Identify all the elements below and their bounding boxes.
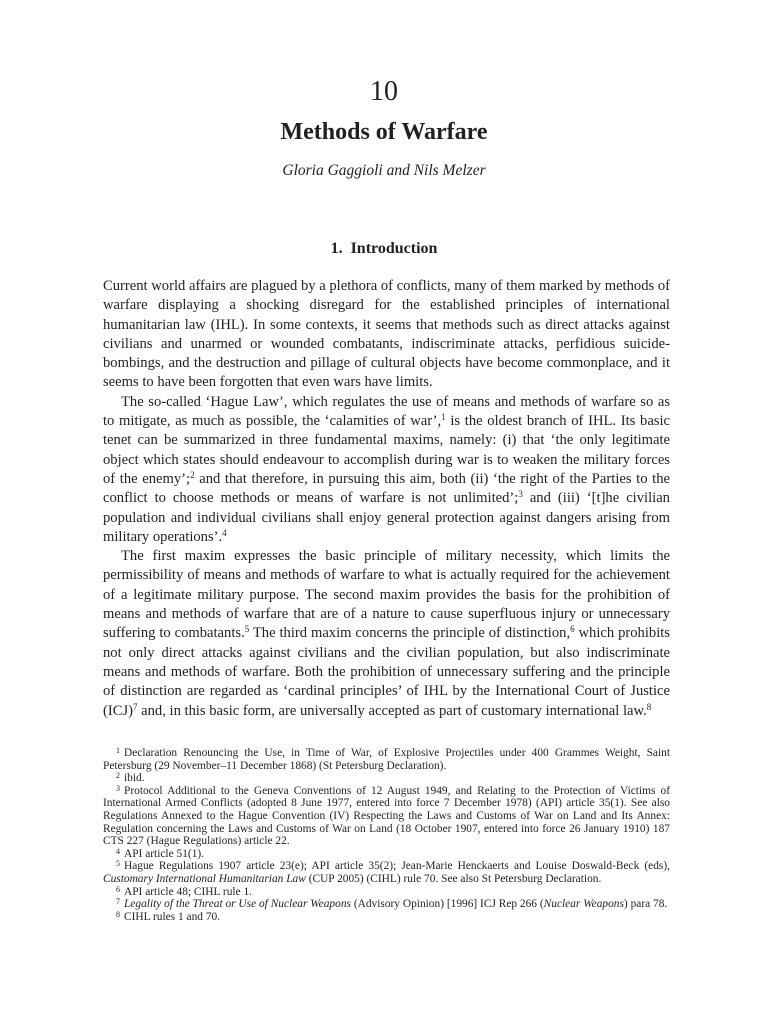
footnote-6 [103, 886, 670, 899]
footnote-italic-title: Customary International Humanitarian Law [103, 872, 306, 885]
footnote-text: API article 48; CIHL rule 1. [124, 885, 253, 898]
paragraph-3 [103, 547, 670, 721]
chapter-title: Methods of Warfare [280, 119, 488, 145]
footnote-ref-8[interactable]: 8 [646, 701, 652, 712]
footnote-italic-short-title: Nuclear Weapons [543, 898, 624, 911]
paragraph-3-text: and, in this basic form, are universally accepted as part of customary international law. [137, 702, 647, 719]
paragraph-2-text: is the oldest branch of IHL. Its basic tenet can be summarized in three fundamental maxims, namely: (i) that ‘the only legitimate object which states should endeavour to accomplish during war is to weaken the military forces of the enemy’; [103, 413, 671, 487]
body-text [103, 277, 670, 721]
footnote-text: ibid. [124, 772, 145, 785]
footnote-number: 6 [116, 884, 120, 894]
footnote-number: 1 [116, 746, 120, 755]
footnote-ref-3[interactable]: 3 [518, 489, 523, 500]
paragraph-3-text: The third maxim concerns the principle of distinction, [249, 625, 571, 642]
footnote-text: Protocol Additional to the Geneva Conventions of 12 August 1949, and Relating to the Protection of Victims of International Armed Conflicts (adopted 8 June 1977, entered into force 7 December 1978) (API) article 35(1). See also Regulations Annexed to the Hague Convention (IV) Respecting the Laws and Customs of War on Land and Its Annex: Regulation concerning the Laws and Customs of War on Land (18 October 1907, entered into force 26 January 1910) 187 CTS 227 (Hague Regulations) article 22. [103, 784, 670, 848]
paragraph-3-text: which prohibits not only direct attacks against civilians and the civilian population, but also indiscriminate means and methods of warfare. Both the prohibition of unnecessary suffering and the principle of distinction are regarded as ‘cardinal principles’ of IHL by the International Court of Justice (ICJ) [103, 625, 670, 719]
footnote-2 [103, 772, 670, 785]
paragraph-2 [103, 393, 670, 547]
paragraph-3-text: The first maxim expresses the basic principle of military necessity, which limits the permissibility of means and methods of warfare to what is actually required for the achievement of a legitimate military purpose. The second maxim provides the basis for the prohibition of means and methods of warfare that are of a nature to cause superfluous injury or unnecessary suffering to combatants. [103, 548, 670, 642]
footnote-ref-6[interactable]: 6 [570, 624, 575, 635]
footnote-8 [103, 911, 670, 924]
paragraph-1: Current world affairs are plagued by a plethora of conflicts, many of them marked by methods of warfare displaying a shocking disregard for the established principles of international humanitarian law (IHL). In some contexts, it seems that methods such as direct attacks against civilians and unarmed or wounded combatants, indiscriminate attacks, perfidious suicide-bombings, and the destruction and pillage of cultural objects have become commonplace, and it seems to have been forgotten that even wars have limits. [103, 278, 670, 391]
chapter-authors: Gloria Gaggioli and Nils Melzer [282, 162, 486, 179]
footnote-ref-1[interactable]: 1 [441, 412, 446, 423]
footnote-text: Declaration Renouncing the Use, in Time of War, of Explosive Projectiles under 400 Grammes Weight, Saint Petersburg (29 November–11 December 1868) (St Petersburg Declaration). [103, 747, 670, 772]
footnote-3 [103, 785, 670, 848]
paragraph-2-text: The so-called ‘Hague Law’, which regulates the use of means and methods of warfare so as to mitigate, as much as possible, the ‘calamities of war’, [103, 393, 670, 430]
footnote-number: 2 [116, 771, 120, 781]
footnote-text: (CUP 2005) (CIHL) rule 70. See also St Petersburg Declaration. [305, 872, 602, 885]
footnote-number: 3 [116, 783, 120, 793]
footnote-number: 5 [116, 859, 120, 869]
footnote-7 [103, 898, 670, 911]
footnote-text: ) para 78. [623, 898, 668, 911]
footnote-number: 7 [116, 897, 120, 907]
footnote-5 [103, 860, 670, 885]
paragraph-2-text: and (iii) ‘[t]he civilian population and individual civilians shall enjoy general protection against dangers arising from military operations’. [103, 490, 670, 545]
footnote-text: CIHL rules 1 and 70. [124, 910, 221, 923]
footnote-ref-5[interactable]: 5 [244, 624, 250, 635]
footnote-1 [103, 747, 670, 772]
footnote-ref-2[interactable]: 2 [190, 469, 195, 480]
footnote-ref-4[interactable]: 4 [222, 527, 227, 538]
footnote-text: API article 51(1). [124, 847, 205, 860]
footnote-number: 4 [116, 846, 120, 856]
footnote-number: 8 [116, 909, 120, 919]
footnote-4 [103, 848, 670, 861]
footnotes [103, 747, 670, 923]
footnote-italic-title: Legality of the Threat or Use of Nuclear Weapons [124, 898, 351, 911]
footnote-ref-7[interactable]: 7 [133, 701, 138, 712]
footnote-text: Hague Regulations 1907 article 23(e); API article 35(2); Jean-Marie Henckaerts and Louise Doswald-Beck (eds), [124, 860, 670, 873]
paragraph-2-text: and that therefore, in pursuing this aim, both (ii) ‘the right of the Parties to the conflict to choose methods or means of warfare is not unlimited’; [103, 470, 670, 507]
footnote-text: (Advisory Opinion) [1996] ICJ Rep 266 ( [350, 898, 544, 911]
section-heading: 1. Introduction [330, 240, 438, 257]
chapter-number: 10 [370, 76, 398, 107]
